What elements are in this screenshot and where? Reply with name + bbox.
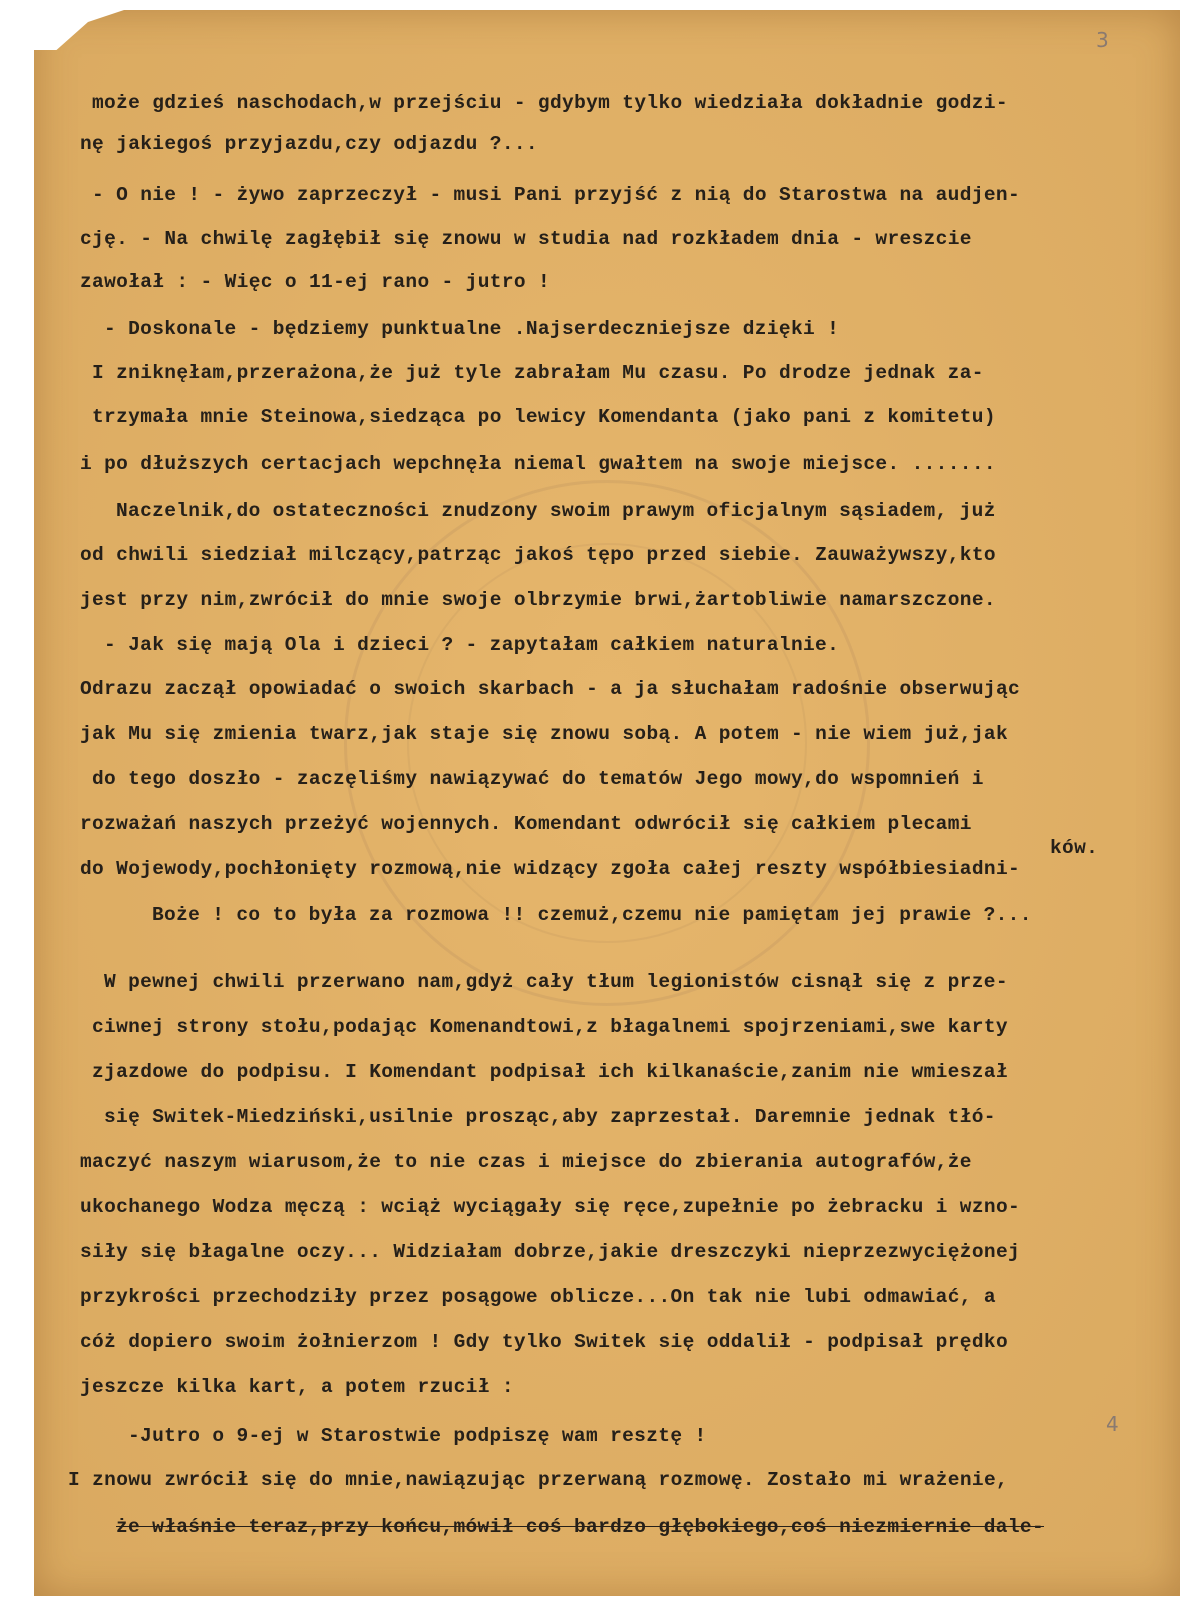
text-line: Naczelnik,do ostateczności znudzony swoim prawym oficjalnym sąsiadem, już bbox=[116, 500, 996, 522]
text-line: ciwnej strony stołu,podając Komenandtowi,z błagalnemi spojrzeniami,swe karty bbox=[92, 1016, 1008, 1038]
text-line: W pewnej chwili przerwano nam,gdyż cały tłum legionistów cisnął się z prze- bbox=[104, 971, 1008, 993]
text-line: -Jutro o 9-ej w Starostwie podpiszę wam resztę ! bbox=[128, 1425, 707, 1447]
text-line: Boże ! co to była za rozmowa !! czemuż,czemu nie pamiętam jej prawie ?... bbox=[152, 904, 1032, 926]
text-line: - Doskonale - będziemy punktualne .Najserdeczniejsze dzięki ! bbox=[104, 318, 840, 340]
text-line: do tego doszło - zaczęliśmy nawiązywać do tematów Jego mowy,do wspomnień i bbox=[92, 768, 984, 790]
text-line: i po dłuższych certacjach wepchnęła niemal gwałtem na swoje miejsce. ....... bbox=[80, 453, 996, 475]
text-line: przykrości przechodziły przez posągowe oblicze...On tak nie lubi odmawiać, a bbox=[80, 1286, 996, 1308]
text-line: - O nie ! - żywo zaprzeczył - musi Pani przyjść z nią do Starostwa na audjen- bbox=[92, 184, 1020, 206]
text-line: Odrazu zaczął opowiadać o swoich skarbach - a ja słuchałam radośnie obserwując bbox=[80, 678, 1021, 700]
text-line: do Wojewody,pochłonięty rozmową,nie widzący zgoła całej reszty współbiesiadni- bbox=[80, 858, 1021, 880]
text-line: może gdzieś naschodach,w przejściu - gdybym tylko wiedziała dokładnie godzi- bbox=[92, 92, 1008, 114]
margin-page-number: 4 bbox=[1106, 1412, 1119, 1436]
text-line: cóż dopiero swoim żołnierzom ! Gdy tylko Switek się oddalił - podpisał prędko bbox=[80, 1331, 1008, 1353]
text-line: I zniknęłam,przerażona,że już tyle zabrałam Mu czasu. Po drodze jednak za- bbox=[92, 362, 984, 384]
text-line: zawołał : - Więc o 11-ej rano - jutro ! bbox=[80, 271, 551, 293]
text-line: maczyć naszym wiarusom,że to nie czas i miejsce do zbierania autografów,że bbox=[80, 1151, 972, 1173]
text-line: nę jakiegoś przyjazdu,czy odjazdu ?... bbox=[80, 133, 538, 155]
text-line: się Switek-Miedziński,usilnie prosząc,aby zaprzestał. Daremnie jednak tłó- bbox=[104, 1106, 996, 1128]
text-line: jeszcze kilka kart, a potem rzucił : bbox=[80, 1376, 514, 1398]
text-line: zjazdowe do podpisu. I Komendant podpisał ich kilkanaście,zanim nie wmieszał bbox=[92, 1061, 1008, 1083]
text-line: rozważań naszych przeżyć wojennych. Komendant odwrócił się całkiem plecami bbox=[80, 813, 972, 835]
interlinear-insertion: ków. bbox=[1050, 837, 1099, 859]
text-line: od chwili siedział milczący,patrząc jakoś tępo przed siebie. Zauważywszy,kto bbox=[80, 544, 996, 566]
text-line: trzymała mnie Steinowa,siedząca po lewicy Komendanta (jako pani z komitetu) bbox=[92, 406, 996, 428]
text-line: siły się błagalne oczy... Widziałam dobrze,jakie dreszczyki nieprzezwyciężonej bbox=[80, 1241, 1021, 1263]
text-line: jest przy nim,zwrócił do mnie swoje olbrzymie brwi,żartobliwie namarszczone. bbox=[80, 589, 996, 611]
text-line: I znowu zwrócił się do mnie,nawiązując przerwaną rozmowę. Zostało mi wrażenie, bbox=[68, 1469, 1009, 1491]
struck-text-line: że właśnie teraz,przy końcu,mówił coś bardzo głębokiego,coś niezmiernie dale- bbox=[116, 1516, 1044, 1538]
text-line: - Jak się mają Ola i dzieci ? - zapytałam całkiem naturalnie. bbox=[104, 634, 840, 656]
text-line: ukochanego Wodza męczą : wciąż wyciągały się ręce,zupełnie po żebracku i wzno- bbox=[80, 1196, 1021, 1218]
corner-page-number: 3 bbox=[1096, 28, 1109, 52]
text-line: jak Mu się zmienia twarz,jak staje się znowu sobą. A potem - nie wiem już,jak bbox=[80, 723, 1008, 745]
text-line: cję. - Na chwilę zagłębił się znowu w studia nad rozkładem dnia - wreszcie bbox=[80, 228, 972, 250]
